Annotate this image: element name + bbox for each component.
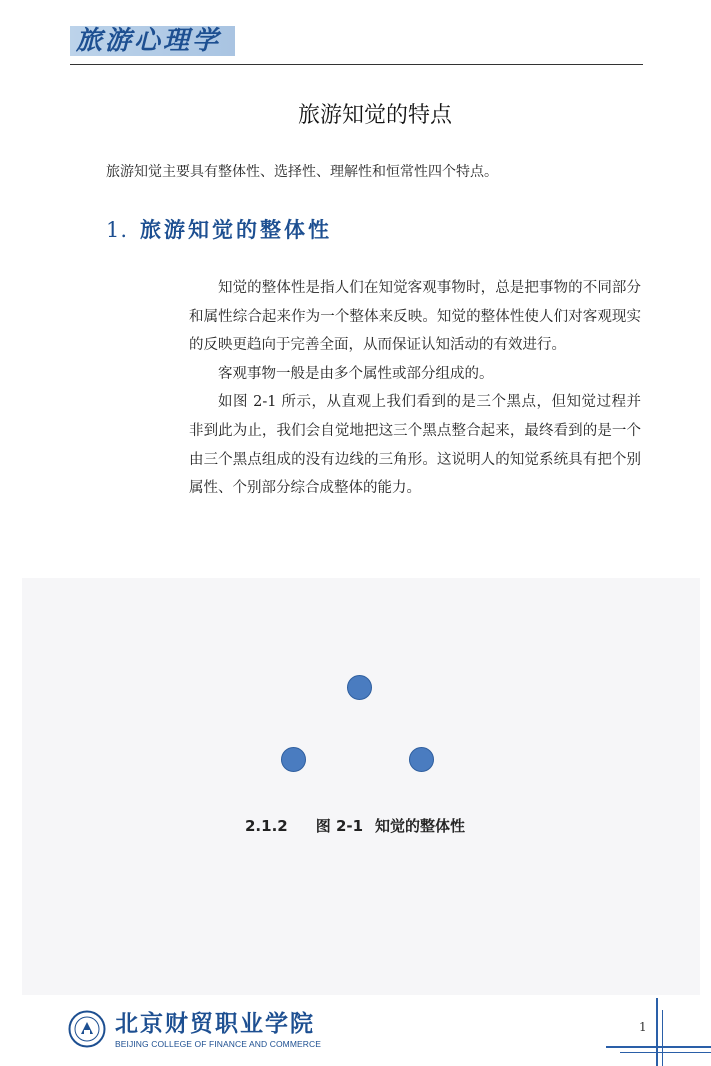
page-title: 旅游知觉的特点 <box>297 103 452 128</box>
figure-caption <box>245 815 465 836</box>
caption-label: 图 2-1 <box>315 817 364 835</box>
figure-dot-right <box>409 747 434 772</box>
header-divider <box>70 64 643 65</box>
corner-mark <box>656 998 658 1066</box>
figure-dot-top <box>347 675 372 700</box>
paragraph: 客观事物一般是由多个属性或部分组成的。 <box>218 365 494 382</box>
caption-number: 2.1.2 <box>245 817 288 835</box>
corner-mark <box>662 1010 663 1066</box>
corner-mark <box>620 1052 711 1053</box>
body-text <box>189 274 641 503</box>
section-title: 旅游知觉的整体性 <box>140 217 333 242</box>
page-number: 1 <box>639 1020 647 1034</box>
figure-area <box>22 578 700 995</box>
paragraph: 如图 2-1 所示，从直观上我们看到的是三个黑点，但知觉过程并非到此为止，我们会自觉地把这三个黑点整合起来，最终看到的是一个由三个黑点组成的没有边线的三角形。这说明人的知觉系统具有把个别属性、个别部分综合成整体的能力。 <box>189 394 641 497</box>
header-title: 旅游心理学 <box>76 26 222 56</box>
figure-dot-left <box>281 747 306 772</box>
section-heading <box>106 214 332 244</box>
school-name-english: BEIJING COLLEGE OF FINANCE AND COMMERCE <box>115 1039 322 1049</box>
section-number: 1. <box>106 218 129 242</box>
paragraph: 知觉的整体性是指人们在知觉客观事物时，总是把事物的不同部分和属性综合起来作为一个整体来反映。知觉的整体性使人们对客观现实的反映更趋向于完善全面，从而保证认知活动的有效进行。 <box>189 280 641 354</box>
caption-title: 知觉的整体性 <box>375 817 466 835</box>
corner-mark <box>606 1046 711 1048</box>
school-name: 北京财贸职业学院 <box>115 1010 315 1037</box>
school-logo-icon <box>68 1010 106 1048</box>
intro-text: 旅游知觉主要具有整体性、选择性、理解性和恒常性四个特点。 <box>106 164 498 180</box>
